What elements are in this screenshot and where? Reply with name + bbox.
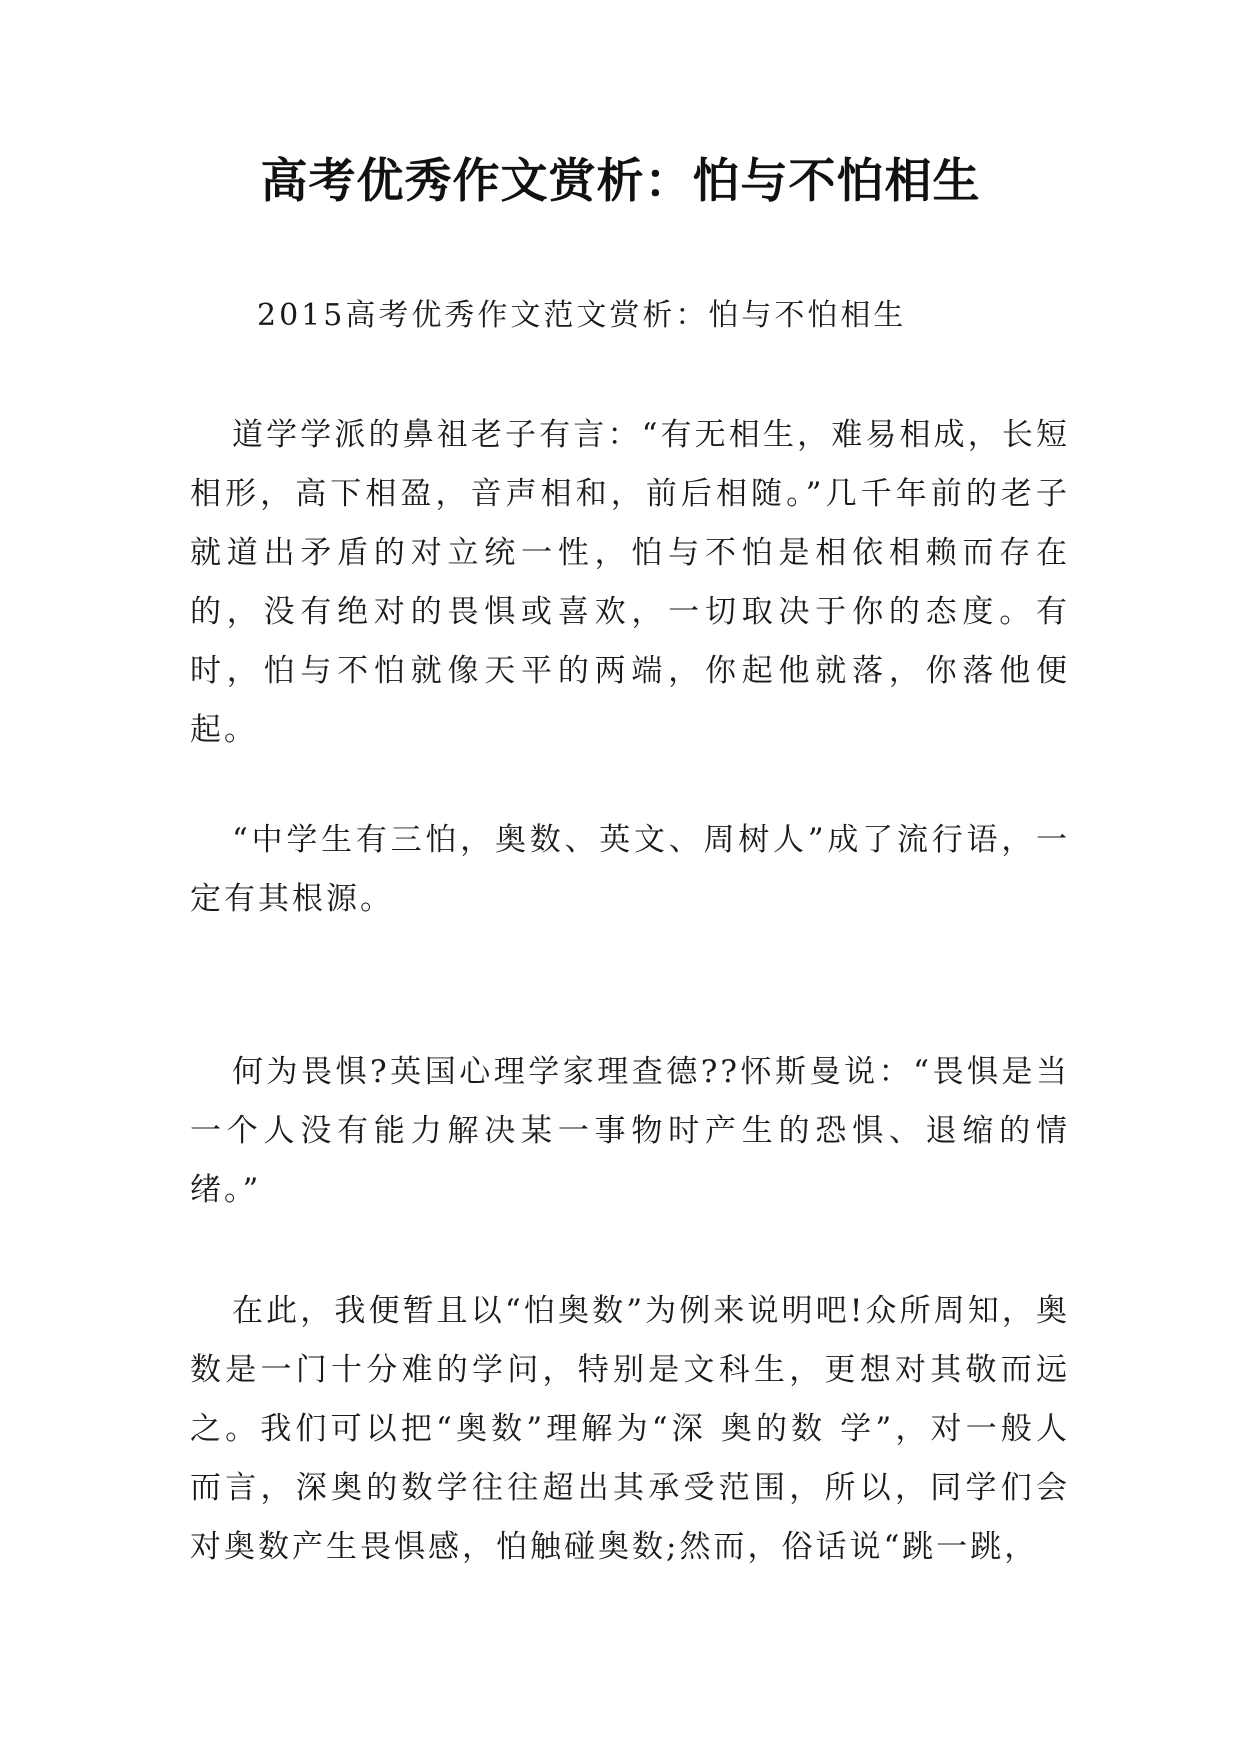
document-subtitle: 2015高考优秀作文范文赏析：怕与不怕相生 xyxy=(257,298,907,333)
paragraph-definition: 何为畏惧?英国心理学家理查德??怀斯曼说：“畏惧是当一个人没有能力解决某一事物时产生的恐惧、退缩的情绪。” xyxy=(190,1054,1070,1208)
paragraph-three-fears: “中学生有三怕，奥数、英文、周树人”成了流行语，一定有其根源。 xyxy=(190,822,1070,917)
paragraph-laozi: 道学学派的鼻祖老子有言：“有无相生，难易相成，长短相形，高下相盈，音声相和，前后相随。”几千年前的老子就道出矛盾的对立统一性，怕与不怕是相依相赖而存在的，没有绝对的畏惧或喜欢，一切取决于你的态度。有时，怕与不怕就像天平的两端，你起他就落，你落他便起。 xyxy=(190,417,1070,748)
paragraph-olympiad-math: 在此，我便暂且以“怕奥数”为例来说明吧!众所周知，奥数是一门十分难的学问，特别是文科生，更想对其敬而远之。我们可以把“奥数”理解为“深 奥的数 学”，对一般人而言，深奥的数学往往超出其承受范围，所以，同学们会对奥数产生畏惧感，怕触碰奥数;然而，俗话说“跳一跳， xyxy=(190,1293,1070,1565)
document-title: 高考优秀作文赏析：怕与不怕相生 xyxy=(260,154,981,209)
